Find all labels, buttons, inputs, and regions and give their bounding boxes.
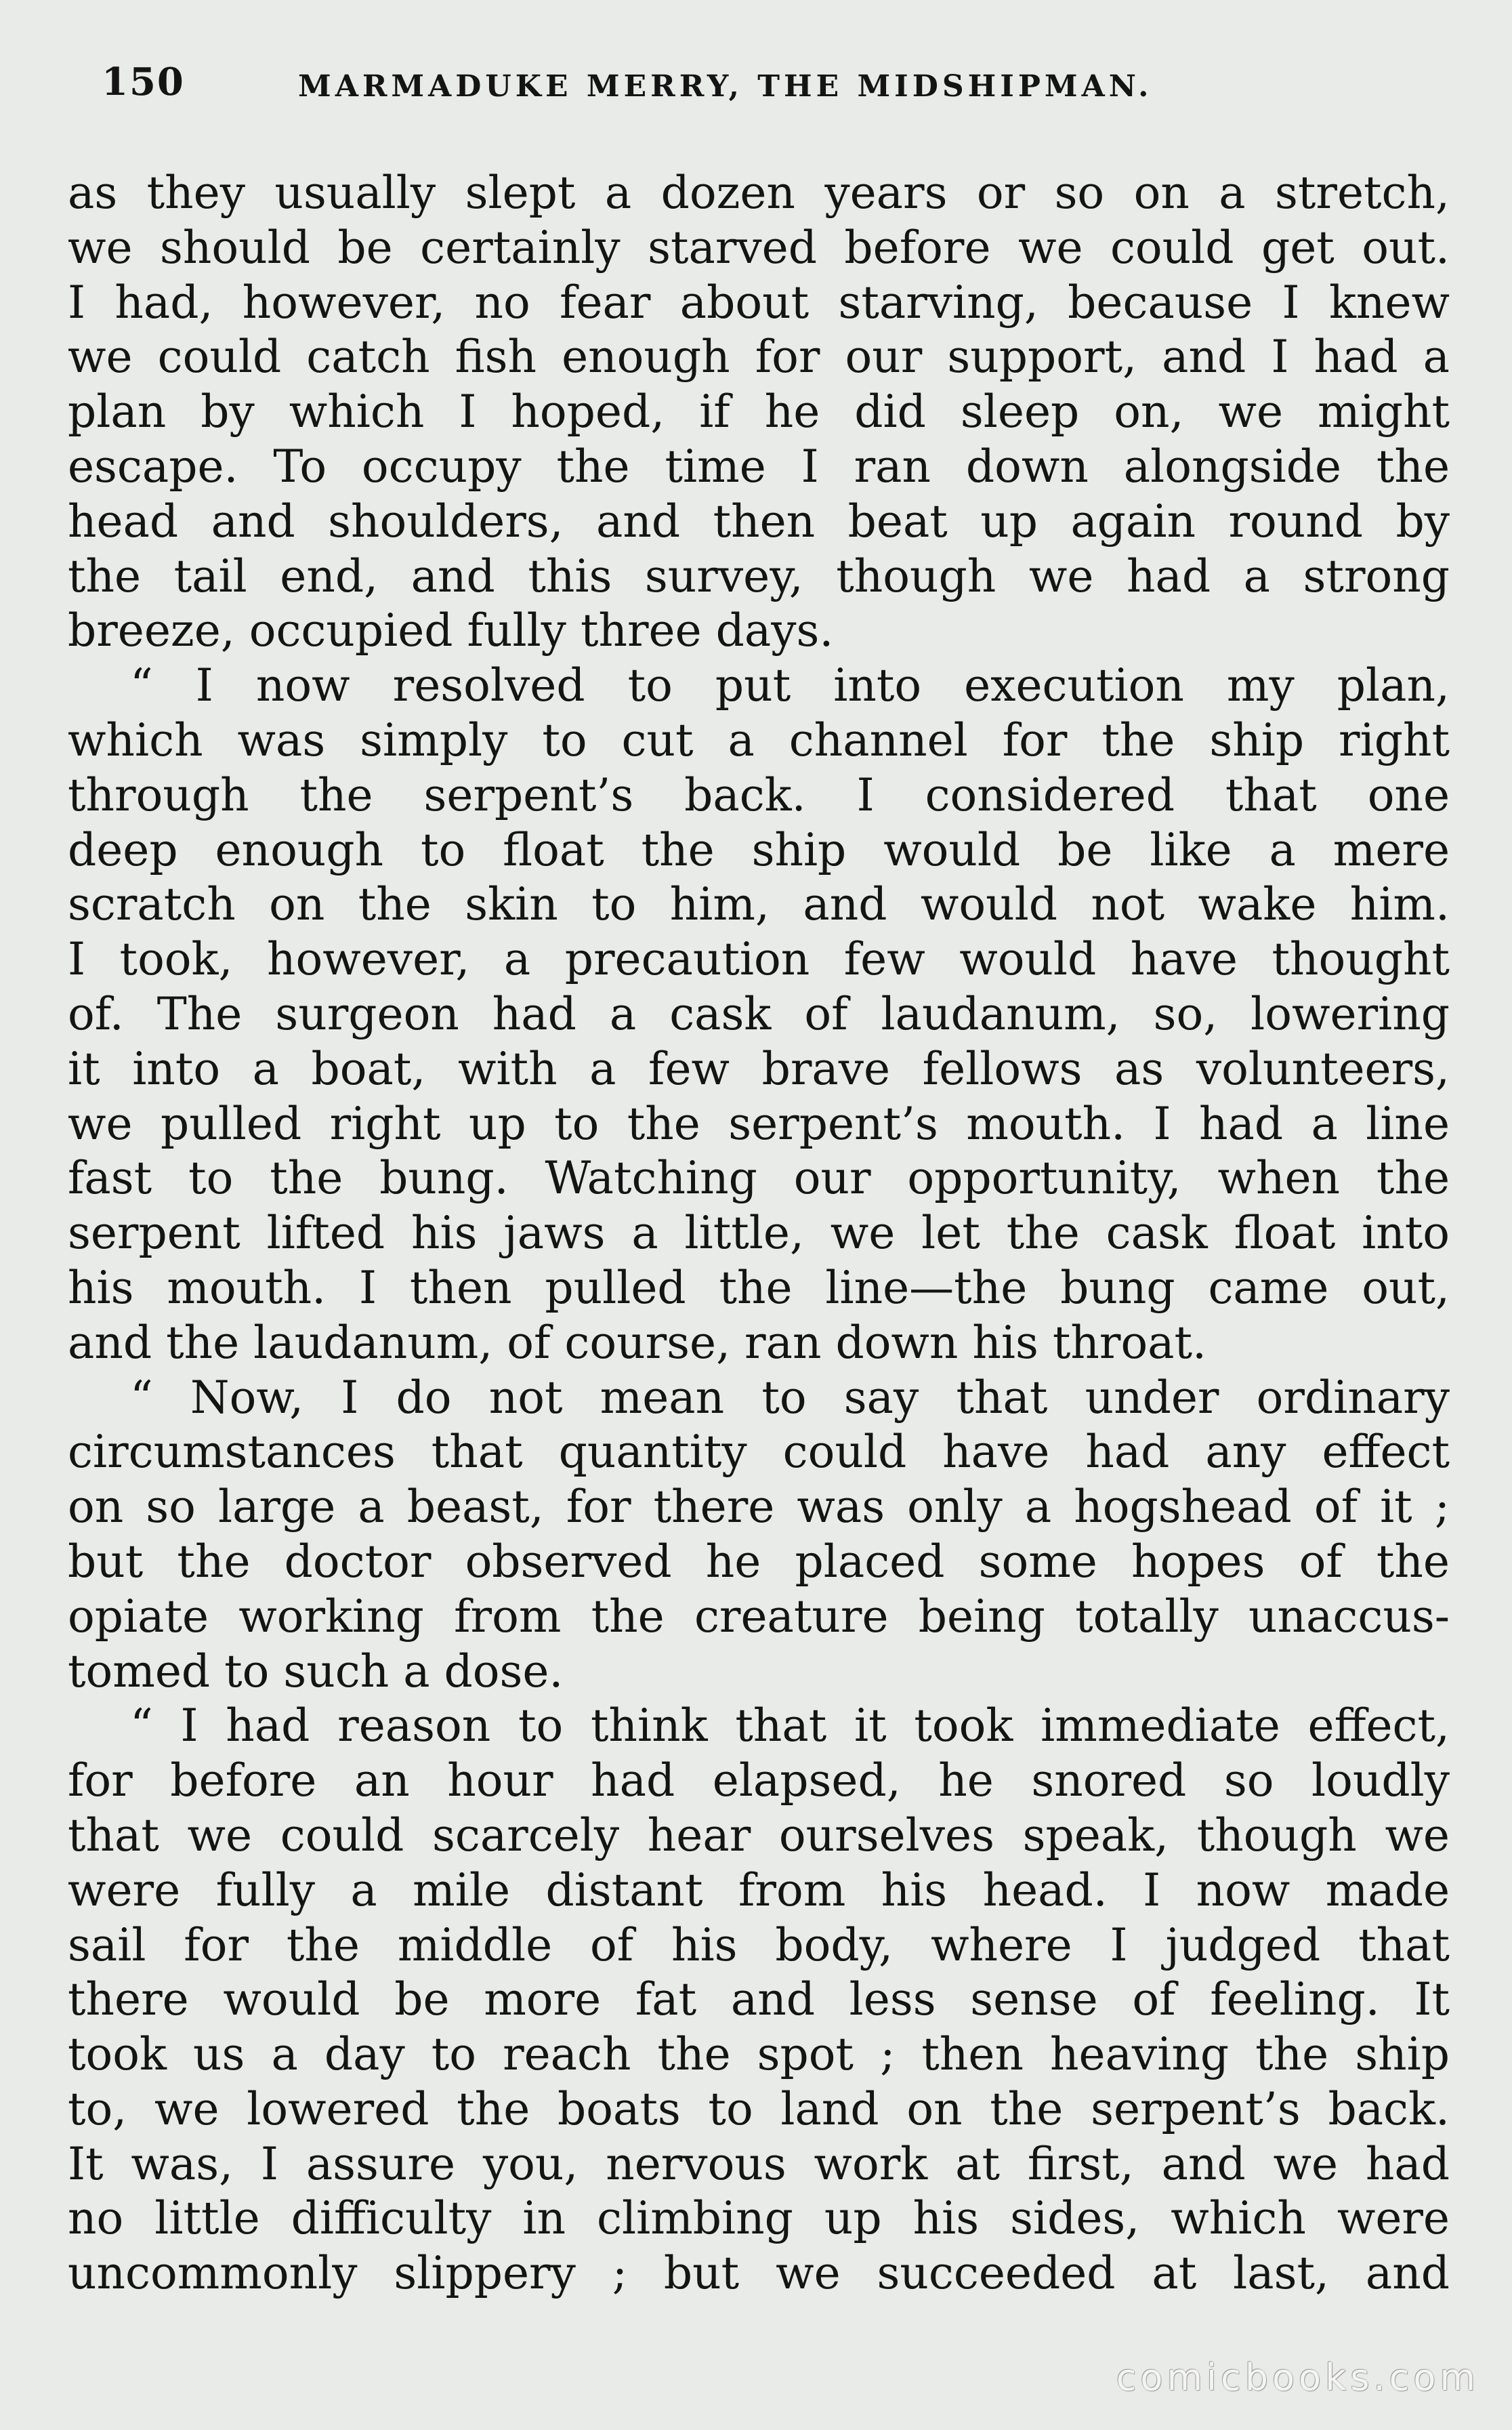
text-line: I took, however, a precaution few would have thought xyxy=(68,933,1450,986)
text-line: there would be more fat and less sense of feeling. It xyxy=(68,1973,1450,2026)
text-line: plan by which I hoped, if he did sleep on, we might xyxy=(68,386,1450,438)
text-line: we could catch fish enough for our support, and I had a xyxy=(68,331,1450,384)
watermark: comicbooks.com xyxy=(1116,2356,1479,2399)
text-line: we pulled right up to the serpent’s mouth. I had a line xyxy=(68,1097,1450,1150)
text-line: fast to the bung. Watching our opportunity, when the xyxy=(68,1152,1450,1205)
text-line: for before an hour had elapsed, he snored so loudly xyxy=(68,1754,1450,1807)
text-line: tomed to such a dose. xyxy=(68,1645,564,1697)
text-line: on so large a beast, for there was only a hogshead of it ; xyxy=(68,1481,1450,1533)
text-line: as they usually slept a dozen years or so on a stretch, xyxy=(68,167,1450,219)
text-line: it into a boat, with a few brave fellows as volunteers, xyxy=(68,1042,1450,1095)
text-line: we should be certainly starved before we could get out. xyxy=(68,221,1450,274)
text-line: through the serpent’s back. I considered that one xyxy=(68,768,1450,821)
text-line: and the laudanum, of course, ran down his throat. xyxy=(68,1316,1207,1369)
running-title: MARMADUKE MERRY, THE MIDSHIPMAN. xyxy=(298,69,1153,104)
text-line: that we could scarcely hear ourselves speak, though we xyxy=(68,1809,1450,1861)
text-line: I had, however, no fear about starving, because I knew xyxy=(68,276,1450,329)
text-line: serpent lifted his jaws a little, we let the cask float into xyxy=(68,1207,1450,1260)
text-line: but the doctor observed he placed some hopes of the xyxy=(68,1535,1450,1588)
text-line: “ Now, I do not mean to say that under ordinary xyxy=(130,1371,1450,1424)
text-line: took us a day to reach the spot ; then heaving the ship xyxy=(68,2028,1450,2081)
text-line: his mouth. I then pulled the line—the bung came out, xyxy=(68,1261,1450,1314)
text-line: to, we lowered the boats to land on the serpent’s back. xyxy=(68,2082,1450,2135)
text-line: head and shoulders, and then beat up again round by xyxy=(68,495,1450,548)
text-line: sail for the middle of his body, where I judged that xyxy=(68,1918,1450,1971)
text-line: circumstances that quantity could have had any effect xyxy=(68,1426,1450,1479)
text-line: deep enough to float the ship would be like a mere xyxy=(68,823,1450,876)
text-line: of. The surgeon had a cask of laudanum, so, lowering xyxy=(68,987,1450,1040)
text-line: which was simply to cut a channel for the ship right xyxy=(68,714,1450,766)
text-line: opiate working from the creature being totally unaccus- xyxy=(68,1590,1450,1643)
text-line: breeze, occupied fully three days. xyxy=(68,604,834,657)
text-line: “ I now resolved to put into execution my plan, xyxy=(130,659,1450,712)
text-line: escape. To occupy the time I ran down alongside the xyxy=(68,440,1450,493)
text-line: scratch on the skin to him, and would not wake him. xyxy=(68,878,1450,931)
text-line: “ I had reason to think that it took immediate effect, xyxy=(130,1700,1450,1752)
page-number: 150 xyxy=(102,60,185,104)
text-line: were fully a mile distant from his head. I now made xyxy=(68,1863,1450,1916)
text-line: no little difficulty in climbing up his sides, which were xyxy=(68,2192,1450,2245)
text-line: the tail end, and this survey, though we had a strong xyxy=(68,550,1450,602)
page-header xyxy=(102,60,1321,121)
text-line: uncommonly slippery ; but we succeeded at last, and xyxy=(68,2247,1450,2300)
text-line: It was, I assure you, nervous work at first, and we had xyxy=(68,2137,1450,2190)
body-text xyxy=(68,166,1450,2301)
